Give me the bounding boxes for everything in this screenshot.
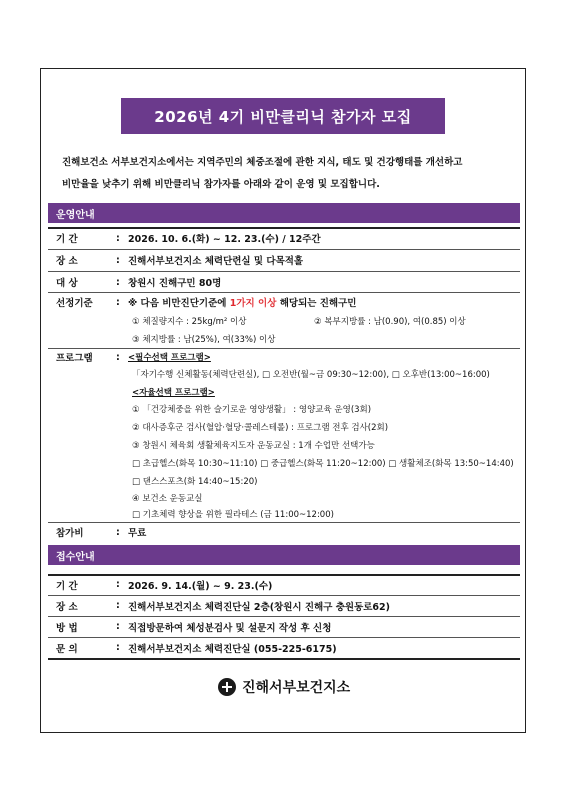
- row-period: 기 간 : 2026. 10. 6.(화) ~ 12. 23.(수) / 12주간: [48, 229, 520, 247]
- row-reception-contact: 문 의 : 진해서부보건지소 체력진단실 (055-225-6175): [48, 639, 520, 656]
- divider: [48, 595, 520, 596]
- row-criteria: 선정기준 : ※ 다음 비만진단기준에 1가지 이상 해당되는 진해구민: [48, 293, 520, 311]
- criteria-item: ③ 체지방률 : 남(25%), 여(33%) 이상: [132, 335, 276, 345]
- row-reception-place: 장 소 : 진해서부보건지소 체력진단실 2층(창원시 진해구 충원동로62): [48, 597, 520, 614]
- row-value: 직접방문하여 체성분검사 및 설문지 작성 후 신청: [128, 622, 332, 634]
- section-header-reception: 접수안내: [48, 545, 520, 565]
- row-label: 장 소: [56, 256, 78, 267]
- criteria-item: ② 복부지방률 : 남(0.90), 여(0.85) 이상: [314, 317, 466, 327]
- row-label: 장 소: [56, 601, 78, 613]
- divider: [48, 637, 520, 638]
- row-value: 창원시 진해구민 80명: [128, 278, 222, 289]
- page-title: 2026년 4기 비만클리닉 참가자 모집: [121, 98, 445, 134]
- row-label: 기 간: [56, 234, 78, 245]
- intro-line-2: 비만율을 낮추기 위해 비만클리닉 참가자를 아래와 같이 운영 및 모집합니다.: [62, 179, 380, 190]
- row-reception-period: 기 간 : 2026. 9. 14.(월) ~ 9. 23.(수): [48, 576, 520, 593]
- program-optional-title: <자율선택 프로그램>: [132, 388, 215, 398]
- intro-paragraph: [62, 152, 514, 196]
- row-value: 진해서부보건지소 체력진단실 (055-225-6175): [128, 643, 337, 655]
- criteria-highlight: 1가지 이상: [229, 298, 277, 309]
- row-value: 2026. 10. 6.(화) ~ 12. 23.(수) / 12주간: [128, 234, 321, 245]
- row-label: 문 의: [56, 643, 78, 655]
- program-optional-item: ③ 창원시 체육회 생활체육지도자 운동교실 : 1개 수업만 선택가능: [132, 441, 375, 451]
- row-fee: 참가비 : 무료: [48, 524, 520, 540]
- program-optional-item: □ 기초체력 향상을 위한 필라테스 (금 11:00~12:00): [132, 510, 334, 520]
- row-value: 무료: [128, 528, 147, 539]
- divider: [48, 271, 520, 272]
- row-value: 진해서부보건지소 체력단련실 및 다목적홀: [128, 256, 304, 267]
- section-header-operation: 운영안내: [48, 203, 520, 223]
- row-label: 프로그램: [56, 353, 93, 364]
- row-value: [128, 295, 520, 309]
- row-place: 장 소 : 진해서부보건지소 체력단련실 및 다목적홀: [48, 251, 520, 269]
- program-required-text: 「자기수행 신체활동(체력단련실), □ 오전반(월~금 09:30~12:00), □ 오후반(13:00~16:00): [132, 370, 490, 380]
- row-reception-method: 방 법 : 직접방문하여 체성분검사 및 설문지 작성 후 신청: [48, 618, 520, 635]
- row-program: 프로그램 : <필수선택 프로그램>: [48, 349, 520, 365]
- divider: [48, 658, 520, 660]
- row-label: 참가비: [56, 528, 84, 539]
- row-label: 선정기준: [56, 298, 93, 309]
- program-required-title: <필수선택 프로그램>: [128, 353, 211, 363]
- divider: [48, 522, 520, 523]
- health-cross-icon: [218, 678, 236, 696]
- criteria-tail: 해당되는 진해구민: [279, 298, 357, 309]
- row-label: 기 간: [56, 580, 78, 592]
- org-logo-text: 진해서부보건지소: [242, 680, 351, 696]
- divider: [48, 249, 520, 250]
- org-logo: [218, 677, 350, 697]
- row-label: 대 상: [56, 278, 78, 289]
- row-value: 진해서부보건지소 체력진단실 2층(창원시 진해구 충원동로62): [128, 601, 390, 613]
- row-target: 대 상 : 창원시 진해구민 80명: [48, 273, 520, 291]
- row-value: 2026. 9. 14.(월) ~ 9. 23.(수): [128, 580, 273, 592]
- program-optional-item: □ 초급헬스(화목 10:30~11:10) □ 중급헬스(화목 11:20~12:00) □ 생활체조(화목 13:50~14:40): [132, 459, 514, 469]
- program-optional-item: ④ 보건소 운동교실: [132, 494, 203, 504]
- row-label: 방 법: [56, 622, 78, 634]
- criteria-lead: ※ 다음 비만진단기준에: [128, 298, 227, 309]
- program-optional-item: □ 댄스스포츠(화 14:40~15:20): [132, 477, 258, 487]
- divider: [48, 616, 520, 617]
- program-optional-item: ② 대사증후군 검사(혈압·혈당·콜레스테롤) : 프로그램 전후 검사(2회): [132, 423, 389, 433]
- intro-line-1: 진해보건소 서부보건지소에서는 지역주민의 체중조절에 관한 지식, 태도 및 건강행태를 개선하고: [62, 157, 463, 168]
- criteria-item: ① 체질량지수 : 25kg/m² 이상: [132, 317, 247, 327]
- program-optional-item: ① 「건강체중을 위한 슬기로운 영양생활」 : 영양교육 운영(3회): [132, 405, 372, 415]
